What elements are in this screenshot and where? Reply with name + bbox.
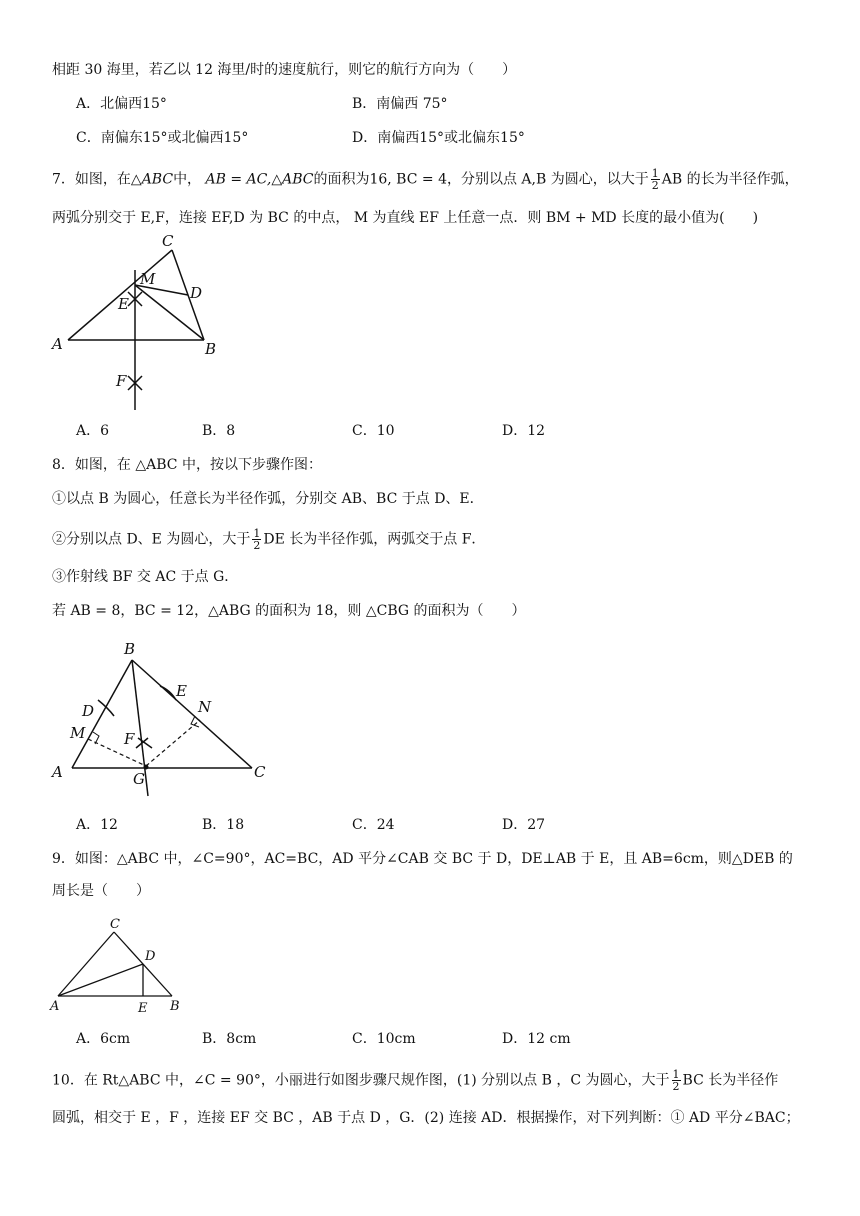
- q8-label-a: A: [52, 763, 63, 781]
- q6-stem-tail: 相距 30 海里，若乙以 12 海里/时的速度航行，则它的航行方向为（ ）: [52, 62, 517, 78]
- q8-option-c[interactable]: C．24: [352, 817, 395, 833]
- q10-text-b: BC 长为半径作: [682, 1072, 779, 1089]
- q9-side-ac: [58, 932, 114, 996]
- q7-frac-num: 1: [651, 167, 659, 180]
- q8-condition: 若 AB = 8，BC = 12，△ABG 的面积为 18，则 △CBG 的面积为（ ）: [52, 603, 526, 619]
- q9-label-a: A: [50, 999, 60, 1014]
- q8-label-d: D: [82, 702, 95, 720]
- q8-label-f: F: [124, 730, 135, 748]
- q9-label-b: B: [170, 999, 180, 1014]
- q7-text-e: △ABC: [271, 171, 314, 188]
- q7-label-b: B: [205, 340, 217, 358]
- q6-option-a[interactable]: A．北偏西15°: [76, 96, 167, 112]
- q8-step2-text-a: ②分别以点 D、E 为圆心，大于: [52, 531, 251, 548]
- q9-label-e: E: [138, 1001, 148, 1016]
- q8-option-d[interactable]: D．27: [502, 817, 546, 833]
- q7-label-f: F: [116, 372, 127, 390]
- q8-label-g: G: [133, 770, 145, 788]
- q10-text-a: 10．在 Rt△ABC 中，∠C = 90°，小丽进行如图步骤尺规作图，(1) 分别以点 B ，C 为圆心，大于: [52, 1072, 670, 1089]
- q7-text-b: △ABC: [130, 171, 174, 188]
- q7-option-a[interactable]: A．6: [76, 423, 110, 439]
- q8-frac-den: 2: [253, 539, 261, 552]
- q8-frac-num: 1: [253, 527, 261, 540]
- q7-text-f: 的面积为16, BC = 4，分别以点 A,B 为圆心，以大于: [313, 171, 649, 188]
- q8-step3: ③作射线 BF 交 AC 于点 G．: [52, 569, 239, 585]
- q10-stem-line2: 圆弧，相交于 E ，F ，连接 EF 交 BC ，AB 于点 D ，G．(2) 连接 AD．根据操作，对下列判断：① AD 平分∠BAC；: [52, 1110, 800, 1126]
- q9-segment-ad: [58, 964, 143, 996]
- q7-text-g: AB 的长为半径作弧，: [661, 171, 799, 188]
- q9-stem-line1: 9．如图：△ABC 中，∠C=90°，AC=BC，AD 平分∠CAB 交 BC 于 D，DE⊥AB 于 E，且 AB=6cm，则△DEB 的: [52, 851, 793, 867]
- q10-fraction: [672, 1069, 681, 1092]
- q9-option-b[interactable]: B．8cm: [202, 1031, 257, 1047]
- q8-label-c: C: [254, 763, 266, 781]
- q7-frac-den: 2: [651, 179, 659, 192]
- q7-text-a: 7．如图，在: [52, 171, 131, 188]
- q9-stem-line2: 周长是（ ）: [52, 883, 150, 899]
- q8-label-b: B: [124, 640, 136, 658]
- q8-label-n: N: [198, 698, 212, 716]
- q7-label-e: E: [118, 295, 129, 313]
- q7-text-d: AB = AC,: [205, 171, 272, 188]
- q9-option-d[interactable]: D．12 cm: [502, 1031, 571, 1047]
- q9-label-c: C: [110, 917, 120, 932]
- q9-option-a[interactable]: A．6cm: [76, 1031, 131, 1047]
- q7-option-c[interactable]: C．10: [352, 423, 395, 439]
- q7-label-d: D: [190, 284, 203, 302]
- q8-step2-text-b: DE 长为半径作弧，两弧交于点 F．: [263, 531, 486, 548]
- q7-text-c: 中，: [173, 171, 202, 188]
- q9-label-d: D: [145, 949, 156, 964]
- q7-label-m: M: [140, 270, 156, 288]
- q8-option-a[interactable]: A．12: [76, 817, 118, 833]
- q8-option-b[interactable]: B．18: [202, 817, 245, 833]
- q7-option-d[interactable]: D．12: [502, 423, 546, 439]
- q8-label-m: M: [70, 724, 86, 742]
- q7-stem-line2: 两弧分别交于 E,F，连接 EF,D 为 BC 的中点， M 为直线 EF 上任意一点．则 BM + MD 长度的最小值为( ): [52, 210, 759, 226]
- q9-option-c[interactable]: C．10cm: [352, 1031, 416, 1047]
- q6-option-d[interactable]: D．南偏西15°或北偏东15°: [352, 130, 525, 146]
- q8-step1: ①以点 B 为圆心，任意长为半径作弧，分别交 AB、BC 于点 D、E．: [52, 491, 484, 507]
- q6-option-c[interactable]: C．南偏东15°或北偏西15°: [76, 130, 249, 146]
- q7-option-b[interactable]: B．8: [202, 423, 236, 439]
- q6-option-b[interactable]: B．南偏西 75°: [352, 96, 448, 112]
- q10-frac-den: 2: [672, 1080, 680, 1093]
- q8-label-e: E: [176, 682, 187, 700]
- q8-stem-line1: 8．如图，在 △ABC 中，按以下步骤作图：: [52, 457, 322, 473]
- q10-stem-line1: [52, 1069, 778, 1092]
- q7-label-a: A: [52, 335, 63, 353]
- q10-frac-num: 1: [672, 1068, 680, 1081]
- q7-label-c: C: [162, 232, 174, 250]
